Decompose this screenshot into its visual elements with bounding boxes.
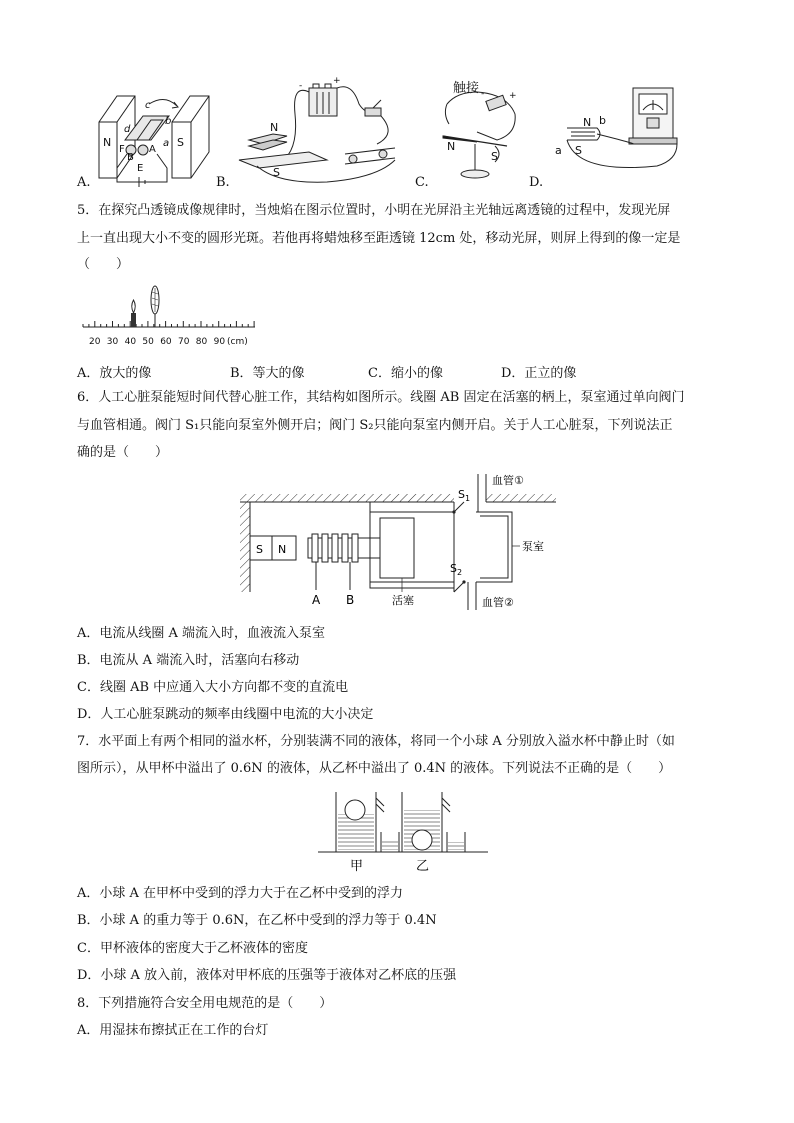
ruler-tick-label: 80	[195, 337, 208, 347]
fig-b-label-n: N	[270, 121, 279, 134]
valve-s2-label: $S_2$	[450, 562, 463, 577]
valve-s1-label: $S_1$	[458, 488, 471, 503]
fig-d-label-b: b	[599, 114, 606, 127]
q4-option-a[interactable]: A.	[77, 175, 91, 190]
q8-option-a[interactable]: A．用湿抹布擦拭正在工作的台灯	[77, 1023, 269, 1038]
q5-option-a[interactable]: A．放大的像	[77, 366, 152, 381]
fig-b-plus: +	[333, 76, 341, 86]
q4-figure-c	[443, 92, 515, 178]
q6-option-d[interactable]: D．人工心脏泵跳动的频率由线圈中电流的大小决定	[77, 707, 374, 722]
q6-option-c[interactable]: C．线圈 AB 中应通入大小方向都不变的直流电	[77, 680, 349, 695]
fig-a-label-n: N	[103, 136, 112, 149]
q5-option-c[interactable]: C．缩小的像	[368, 366, 443, 381]
fig-c-label-n: N	[447, 140, 456, 153]
ruler-tick-label: 60	[160, 337, 172, 347]
convex-lens-icon	[151, 286, 159, 327]
q6-text-line-3: 确的是（ ）	[77, 445, 169, 460]
cup-1-label: 甲	[350, 859, 364, 874]
q7-option-b[interactable]: B．小球 A 的重力等于 0.6N，在乙杯中受到的浮力等于 0.4N	[77, 913, 437, 928]
piston-label: 活塞	[392, 594, 414, 607]
q4-figure-b	[239, 84, 395, 182]
q4-figure-row	[77, 74, 717, 192]
ruler-tick-label: 50	[142, 337, 154, 347]
coil-a-label: A	[312, 593, 321, 607]
ruler-tick-label: 40	[124, 337, 137, 347]
q8-text-line: 8．下列措施符合安全用电规范的是（ ）	[77, 996, 333, 1011]
q5-option-b[interactable]: B．等大的像	[230, 366, 305, 381]
vessel-2-label: 血管②	[482, 596, 514, 609]
fig-c-plus: +	[509, 91, 517, 101]
ruler-tick-label: 70	[178, 337, 190, 347]
q4-option-b[interactable]: B.	[216, 175, 230, 190]
fig-c-label-s: S	[491, 150, 498, 163]
q4-figure-a	[99, 96, 209, 187]
q5-text-line-3: （ ）	[77, 257, 130, 272]
q6-option-a[interactable]: A．电流从线圈 A 端流入时，血液流入泵室	[77, 626, 326, 641]
fig-a-label-d: d	[124, 124, 131, 135]
cup-2-label: 乙	[416, 859, 430, 874]
q6-option-b[interactable]: B．电流从 A 端流入时，活塞向右移动	[77, 653, 300, 668]
magnet-s-label: S	[256, 543, 263, 556]
fig-a-label-c: c	[145, 100, 151, 111]
q7-text-line-2: 图所示），从甲杯中溢出了 0.6N 的液体，从乙杯中溢出了 0.4N 的液体。下列说法不正确的是（ ）	[77, 761, 672, 776]
q6-text-line-1: 6．人工心脏泵能短时间代替心脏工作，其结构如图所示。线圈 AB 固定在活塞的柄上，泵室通过单向阀门	[77, 390, 685, 405]
fig-b-label-s: S	[273, 166, 280, 179]
q5-text-line-1: 5．在探究凸透镜成像规律时，当烛焰在图示位置时，小明在光屏沿主光轴远离透镜的过程中，发现光屏	[77, 203, 671, 218]
q5-option-d[interactable]: D．正立的像	[501, 366, 577, 381]
fig-a-label-f: F	[119, 144, 125, 155]
fig-a-label-a: A	[149, 144, 156, 155]
q6-heart-pump-diagram	[236, 470, 560, 614]
q4-option-c[interactable]: C.	[415, 175, 429, 190]
coil-b-label: B	[346, 593, 355, 607]
fig-c-touch-label: 触接	[453, 81, 480, 96]
q4-option-d[interactable]: D.	[529, 175, 544, 190]
q7-option-c[interactable]: C．甲杯液体的密度大于乙杯液体的密度	[77, 941, 308, 956]
fig-d-label-s: S	[575, 144, 582, 157]
q7-option-a[interactable]: A．小球 A 在甲杯中受到的浮力大于在乙杯中受到的浮力	[77, 886, 404, 901]
q5-text-line-2: 上一直出现大小不变的圆形光斑。若他再将蜡烛移至距透镜 12cm 处，移动光屏，则屏上得到的像一定是	[77, 231, 681, 246]
ruler-tick-label: 30	[106, 337, 119, 347]
candle-icon	[131, 300, 136, 327]
fig-a-label-e: E	[137, 163, 144, 174]
ruler-tick-label: 20	[89, 337, 101, 347]
fig-b-minus: -	[299, 81, 303, 91]
q5-optical-bench	[77, 282, 277, 350]
fig-a-label-s: S	[177, 136, 184, 149]
fig-c-minus: -	[481, 89, 485, 99]
chamber-label: 泵室	[522, 540, 544, 553]
fig-d-label-n: N	[583, 116, 592, 129]
fig-a-label-alpha: a	[163, 138, 170, 149]
ruler-tick-label: 90	[213, 337, 226, 347]
fig-d-label-a: a	[555, 144, 562, 157]
q7-option-d[interactable]: D．小球 A 放入前，液体对甲杯底的压强等于液体对乙杯底的压强	[77, 968, 457, 983]
q7-overflow-cups-figure	[318, 788, 488, 876]
magnet-n-label: N	[278, 543, 287, 556]
fig-a-label-b-small: b	[165, 116, 172, 127]
fig-a-label-b: B	[127, 152, 134, 163]
vessel-1-label: 血管①	[492, 474, 524, 487]
ruler-unit: (cm)	[227, 337, 248, 347]
q7-text-line-1: 7．水平面上有两个相同的溢水杯，分别装满不同的液体，将同一个小球 A 分别放入溢水杯中静止时（如	[77, 734, 675, 749]
q6-text-line-2: 与血管相通。阀门 S₁只能向泵室外侧开启；阀门 S₂只能向泵室内侧开启。关于人工心脏泵，下列说法正	[77, 418, 673, 433]
